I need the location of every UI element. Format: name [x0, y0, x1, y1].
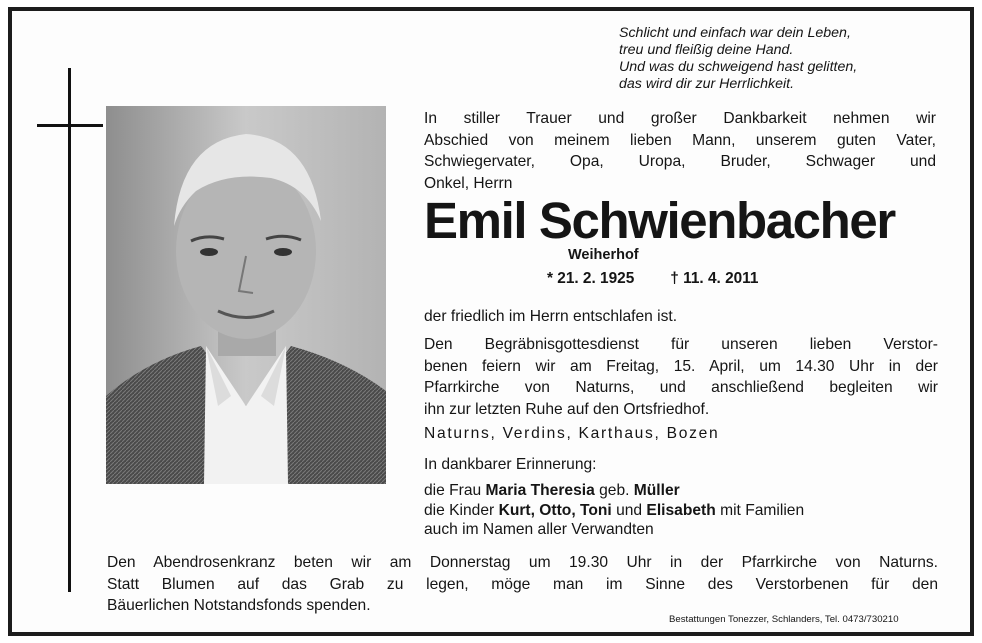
- footer-line: Bäuerlichen Notstandsfonds spenden.: [107, 597, 371, 615]
- verse-line: Schlicht und einfach war dein Leben,: [619, 25, 851, 41]
- intro-line: Schwiegervater, Opa, Uropa, Bruder, Schwager und: [424, 153, 936, 171]
- child-name: Elisabeth: [646, 501, 716, 519]
- birth-date: * 21. 2. 1925: [547, 270, 635, 287]
- undertaker-credit: Bestattungen Tonezzer, Schlanders, Tel. 0473/730210: [669, 614, 899, 625]
- verse-line: Und was du schweigend hast gelitten,: [619, 59, 858, 75]
- intro-line: Abschied von meinem lieben Mann, unserem guten Vater,: [424, 131, 936, 149]
- memorial-verse: [619, 25, 949, 93]
- relative-line-wife: die Frau Maria Theresia geb. Müller: [424, 482, 680, 499]
- funeral-line: Pfarrkirche von Naturns, und anschließend begleiten wir: [424, 379, 938, 397]
- passed-text: der friedlich im Herrn entschlafen ist.: [424, 308, 678, 325]
- relative-line-children: die Kinder Kurt, Otto, Toni und Elisabeth mit Familien: [424, 501, 805, 519]
- children-names: Kurt, Otto, Toni: [498, 501, 612, 519]
- cross-icon-horizontal: [37, 124, 103, 127]
- verse-line: das wird dir zur Herrlichkeit.: [619, 76, 795, 92]
- verse-line: treu und fleißig deine Hand.: [619, 42, 794, 58]
- funeral-paragraph: [424, 334, 938, 420]
- footer-line: Den Abendrosenkranz beten wir am Donnerstag um 19.30 Uhr in der Pfarrkirche von Naturns.: [107, 554, 938, 571]
- death-date: † 11. 4. 2011: [670, 270, 759, 287]
- intro-line: Onkel, Herrn: [424, 174, 513, 192]
- relative-line-all: auch im Namen aller Verwandten: [424, 521, 654, 538]
- relatives-list: [424, 481, 944, 540]
- life-dates: [547, 270, 758, 288]
- intro-line: In stiller Trauer und großer Dankbarkeit nehmen wir: [424, 110, 936, 127]
- wife-name: Maria Theresia: [485, 482, 595, 499]
- maiden-name: Müller: [633, 482, 680, 499]
- footer-line: Statt Blumen auf das Grab zu legen, möge man im Sinne des Verstorbenen für den: [107, 575, 938, 593]
- funeral-line: Den Begräbnisgottesdienst für unseren lieben Verstor-: [424, 336, 938, 353]
- portrait-photo: [106, 106, 386, 484]
- farm-name: Weiherhof: [568, 247, 639, 263]
- intro-paragraph: [424, 108, 936, 194]
- places-list: Naturns, Verdins, Karthaus, Bozen: [424, 425, 720, 442]
- cross-icon-vertical: [68, 68, 71, 592]
- footer-paragraph: [107, 552, 938, 617]
- deceased-name: Emil Schwienbacher: [424, 192, 895, 249]
- funeral-line: benen feiern wir am Freitag, 15. April, um 14.30 Uhr in der: [424, 357, 938, 375]
- remembrance-heading: In dankbarer Erinnerung:: [424, 456, 597, 473]
- funeral-line: ihn zur letzten Ruhe auf den Ortsfriedhof.: [424, 400, 710, 418]
